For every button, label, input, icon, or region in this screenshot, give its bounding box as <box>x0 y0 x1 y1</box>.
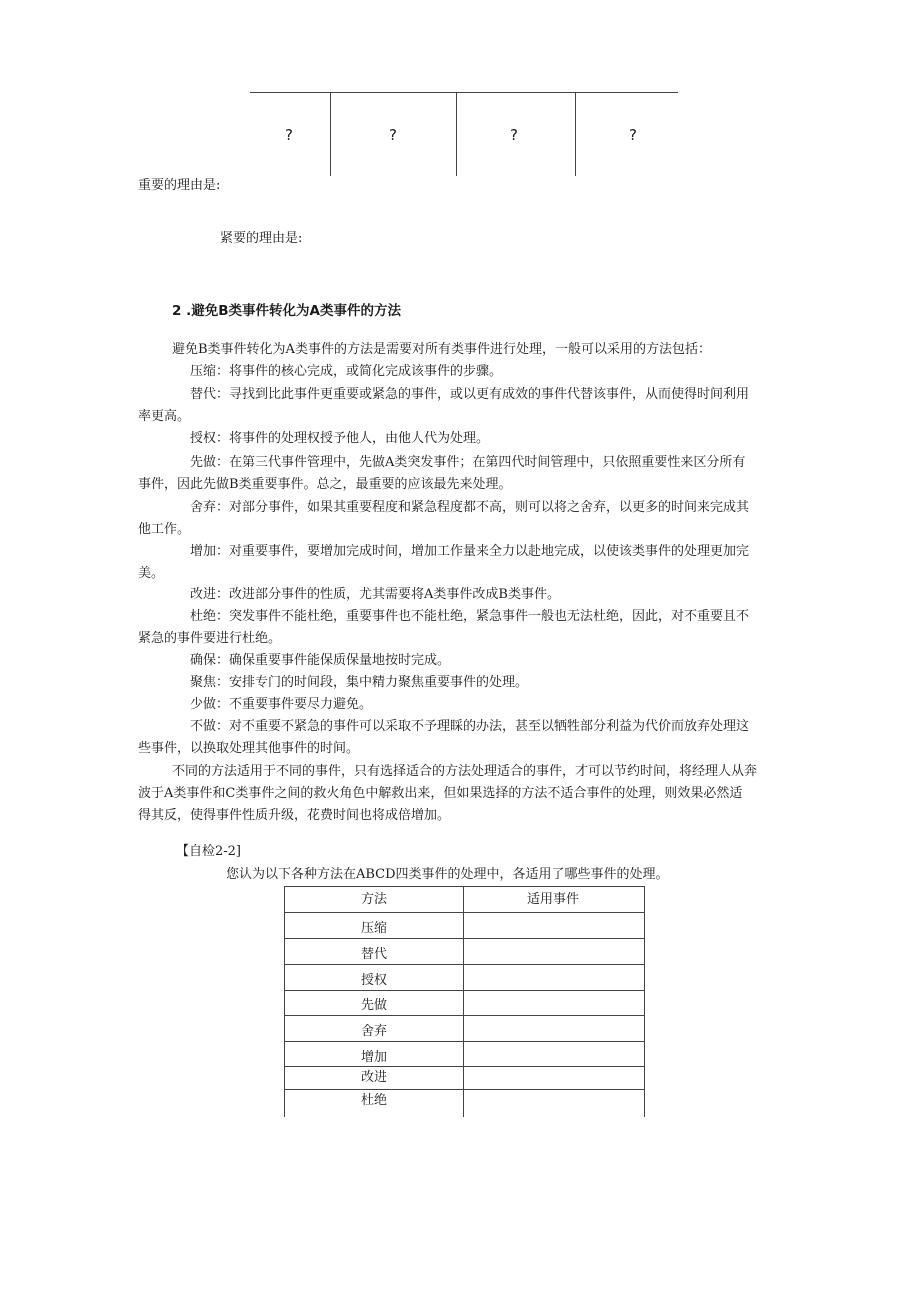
method-substitute-cont: 率更高。 <box>138 409 191 424</box>
table-row-method: 舍弃 <box>360 1024 387 1039</box>
method-substitute: 替代：寻找到比此事件更重要或紧急的事件，或以更有成效的事件代替该事件，从而使得时间利用 <box>190 387 750 402</box>
section-heading: 2 .避免B类事件转化为A类事件的方法 <box>172 303 401 319</box>
method-eliminate-cont: 紧急的事件要进行杜绝。 <box>138 631 282 646</box>
conclusion-line-2: 波于A类事件和C类事件之间的救火角色中解救出来，但如果选择的方法不适合事件的处理，则效果必然适 <box>138 786 743 801</box>
method-delegate: 授权：将事件的处理权授予他人，由他人代为处理。 <box>190 431 490 446</box>
table-column-divider <box>463 887 464 1117</box>
top-grid-cell-2: ? <box>389 126 397 144</box>
table-row-method: 增加 <box>360 1050 387 1065</box>
conclusion-line-3: 得其反，使得事件性质升级，花费时间也将成倍增加。 <box>138 808 451 823</box>
top-grid-divider <box>575 93 576 176</box>
method-do-first-cont: 事件，因此先做B类重要事件。总之，最重要的应该最先来处理。 <box>138 477 512 492</box>
method-ensure: 确保：确保重要事件能保质保量地按时完成。 <box>190 653 451 668</box>
method-do-less: 少做：不重要事件要尽力避免。 <box>190 697 373 712</box>
table-row-method: 替代 <box>360 947 387 962</box>
top-grid-cell-4: ? <box>629 126 637 144</box>
table-row-method: 改进 <box>360 1070 387 1085</box>
table-row-rule <box>285 912 644 913</box>
top-grid-divider <box>330 93 331 176</box>
method-do-first: 先做：在第三代事件管理中，先做A类突发事件；在第四代时间管理中，只依照重要性来区分所有 <box>190 455 746 470</box>
table-row-rule <box>285 1041 644 1042</box>
table-row-method: 先做 <box>360 998 387 1013</box>
conclusion-line-1: 不同的方法适用于不同的事件，只有选择适合的方法处理适合的事件，才可以节约时间，将经理人从奔 <box>172 764 758 779</box>
method-increase-cont: 美。 <box>138 566 165 581</box>
top-grid-cell-1: ? <box>285 126 293 144</box>
method-discard: 舍弃：对部分事件，如果其重要程度和紧急程度都不高，则可以将之舍弃，以更多的时间来完成其 <box>190 500 750 515</box>
table-row-method: 压缩 <box>360 921 387 936</box>
table-row-rule <box>285 1089 644 1090</box>
reason-urgent-label: 紧要的理由是: <box>220 231 303 246</box>
table-row-method: 杜绝 <box>360 1093 387 1108</box>
table-header-method: 方法 <box>360 892 387 907</box>
table-row-rule <box>285 990 644 991</box>
method-compress: 压缩：将事件的核心完成，或简化完成该事件的步骤。 <box>190 364 503 379</box>
self-check-question: 您认为以下各种方法在ABCD四类事件的处理中，各适用了哪些事件的处理。 <box>226 867 669 882</box>
intro-paragraph: 避免B类事件转化为A类事件的方法是需要对所有类事件进行处理，一般可以采用的方法包括： <box>172 342 711 357</box>
top-grid-cell-3: ? <box>510 126 518 144</box>
methods-table <box>284 886 645 1117</box>
table-row-rule <box>285 1066 644 1067</box>
top-grid-rule <box>250 92 678 93</box>
reason-important-label: 重要的理由是: <box>138 178 221 193</box>
top-grid-divider <box>456 93 457 176</box>
method-do-not: 不做：对不重要不紧急的事件可以采取不予理睬的办法，甚至以牺牲部分利益为代价而放弃处理这 <box>190 719 750 734</box>
table-row-method: 授权 <box>360 973 387 988</box>
self-check-title: 【自检2-2] <box>176 844 242 859</box>
method-increase: 增加：对重要事件，要增加完成时间，增加工作量来全力以赴地完成，以使该类事件的处理更加完 <box>190 544 750 559</box>
table-row-rule <box>285 964 644 965</box>
table-header-events: 适用事件 <box>526 892 579 907</box>
table-row-rule <box>285 1015 644 1016</box>
method-do-not-cont: 些事件，以换取处理其他事件的时间。 <box>138 741 360 756</box>
method-improve: 改进：改进部分事件的性质，尤其需要将A类事件改成B类事件。 <box>190 587 560 602</box>
table-row-rule <box>285 938 644 939</box>
method-eliminate: 杜绝：突发事件不能杜绝，重要事件也不能杜绝，紧急事件一般也无法杜绝，因此，对不重要且不 <box>190 609 750 624</box>
method-focus: 聚焦：安排专门的时间段，集中精力聚焦重要事件的处理。 <box>190 675 529 690</box>
method-discard-cont: 他工作。 <box>138 522 191 537</box>
